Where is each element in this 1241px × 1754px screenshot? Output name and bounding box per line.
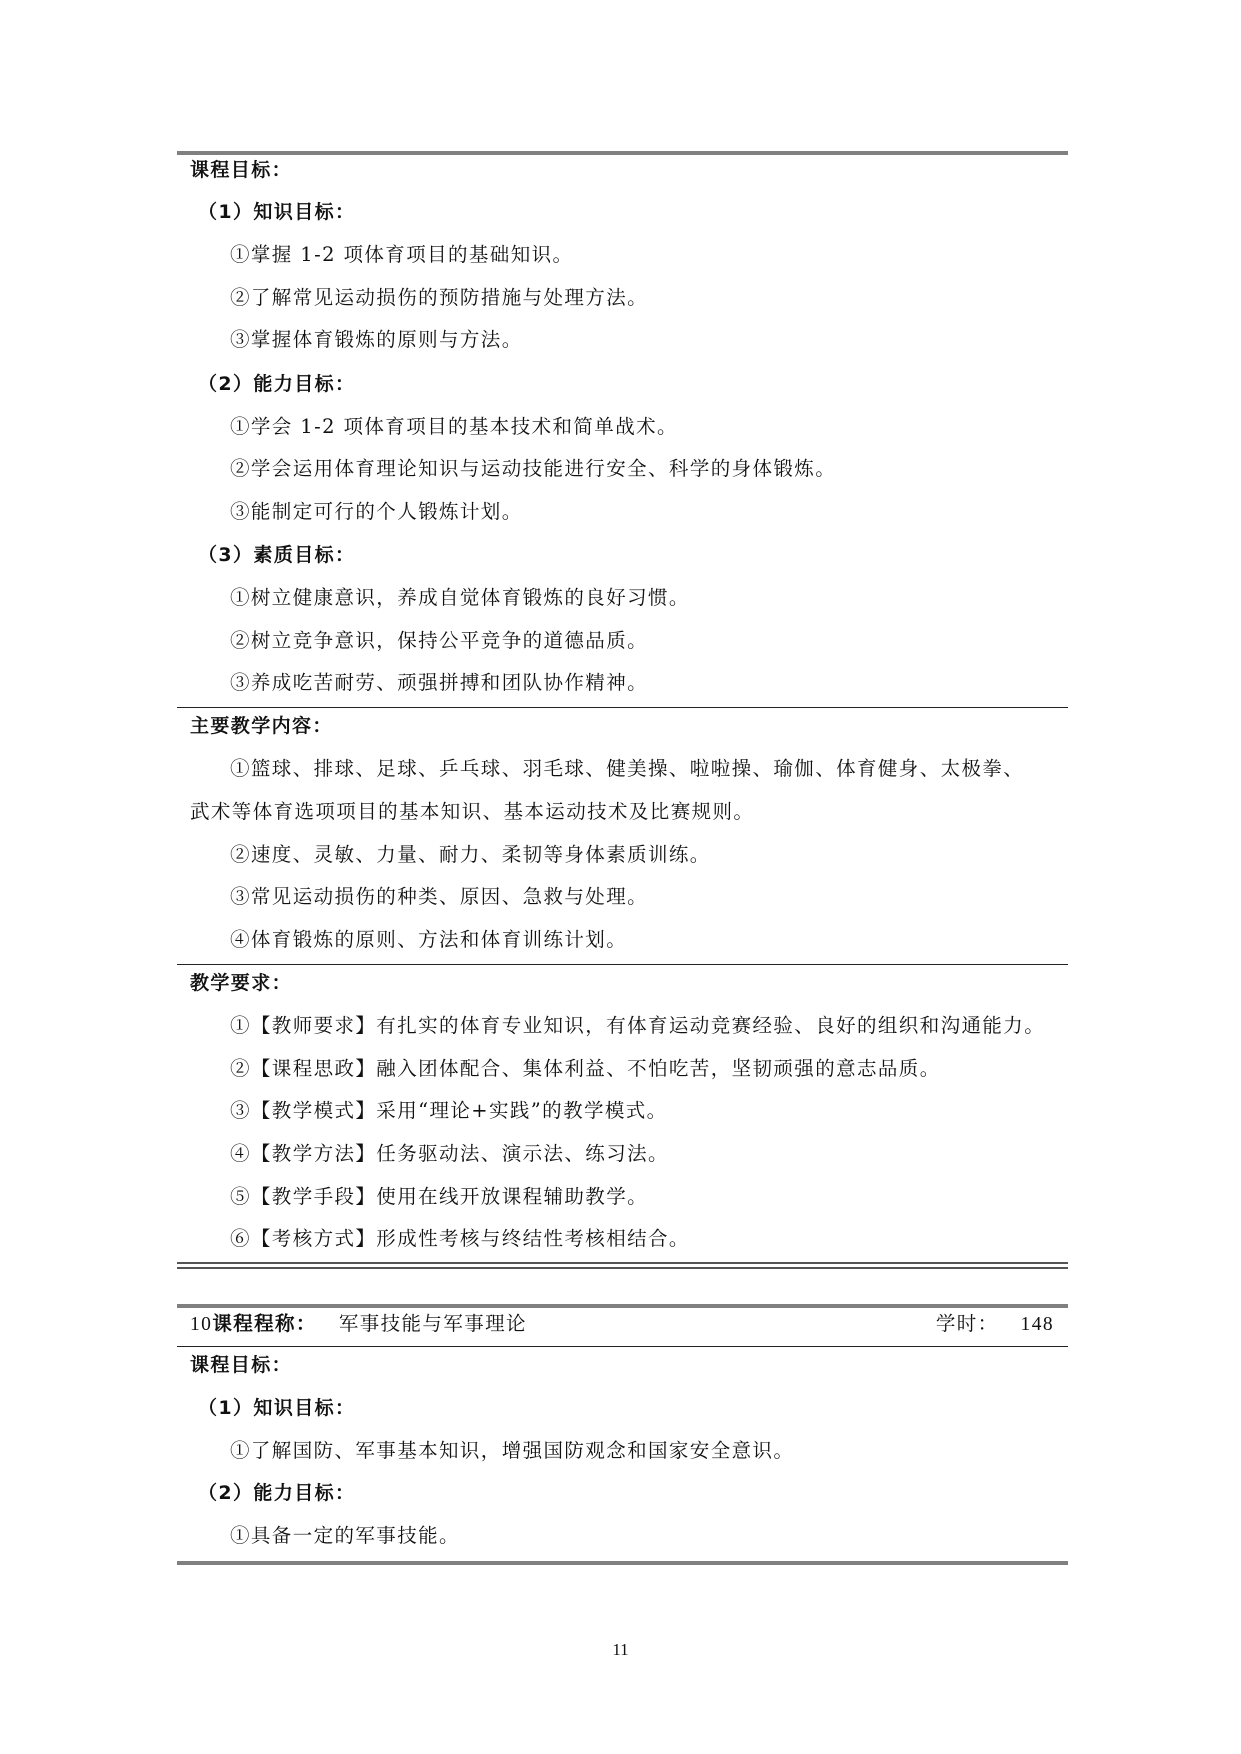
- hours-value: 148: [1020, 1314, 1054, 1335]
- course-name: 军事技能与军事理论: [338, 1312, 527, 1335]
- course-number: 10: [190, 1314, 213, 1335]
- top-rule: [177, 1304, 1068, 1308]
- requirement-item: ④【教学方法】任务驱动法、演示法、练习法。: [230, 1142, 669, 1165]
- content-item: 武术等体育选项项目的基本知识、基本运动技术及比赛规则。: [190, 800, 755, 823]
- requirements-heading: 教学要求：: [190, 972, 293, 994]
- course-title-row: [190, 1312, 527, 1337]
- page-number: 11: [612, 1640, 629, 1659]
- bottom-rule: [177, 1561, 1068, 1565]
- bottom-rule: [177, 1262, 1068, 1264]
- ability-item: ③能制定可行的个人锻炼计划。: [230, 500, 523, 523]
- requirement-item: ⑤【教学手段】使用在线开放课程辅助教学。: [230, 1185, 649, 1208]
- hours-label: 学时：: [935, 1312, 999, 1335]
- ability-item: ①学会 1-2 项体育项目的基本技术和简单战术。: [230, 415, 678, 438]
- content-item: ①篮球、排球、足球、乒乓球、羽毛球、健美操、啦啦操、瑜伽、体育健身、太极拳、: [230, 757, 1025, 780]
- content-item: ④体育锻炼的原则、方法和体育训练计划。: [230, 928, 628, 951]
- bottom-rule: [177, 1267, 1068, 1269]
- content-item: ②速度、灵敏、力量、耐力、柔韧等身体素质训练。: [230, 843, 711, 866]
- knowledge-heading: （1）知识目标：: [198, 1397, 356, 1419]
- section-divider: [177, 707, 1068, 708]
- content-item: ③常见运动损伤的种类、原因、急救与处理。: [230, 885, 649, 908]
- requirement-item: ①【教师要求】有扎实的体育专业知识，有体育运动竞赛经验、良好的组织和沟通能力。: [230, 1014, 1046, 1037]
- ability-heading: （2）能力目标：: [198, 1482, 356, 1504]
- knowledge-item: ①了解国防、军事基本知识，增强国防观念和国家安全意识。: [230, 1439, 795, 1462]
- goals-heading: 课程目标：: [190, 159, 293, 181]
- requirement-item: ③【教学模式】采用“理论+实践”的教学模式。: [230, 1099, 668, 1122]
- section-divider: [177, 1346, 1068, 1347]
- content-heading: 主要教学内容：: [190, 715, 333, 737]
- course-hours-row: [936, 1312, 1054, 1337]
- ability-item: ①具备一定的军事技能。: [230, 1524, 460, 1547]
- knowledge-item: ③掌握体育锻炼的原则与方法。: [230, 328, 523, 351]
- ability-item: ②学会运用体育理论知识与运动技能进行安全、科学的身体锻炼。: [230, 457, 837, 480]
- knowledge-item: ①掌握 1-2 项体育项目的基础知识。: [230, 243, 574, 266]
- requirement-item: ②【课程思政】融入团体配合、集体利益、不怕吃苦，坚韧顽强的意志品质。: [230, 1057, 941, 1080]
- quality-item: ③养成吃苦耐劳、顽强拼搏和团队协作精神。: [230, 671, 649, 694]
- quality-item: ②树立竞争意识，保持公平竞争的道德品质。: [230, 629, 649, 652]
- knowledge-heading: （1）知识目标：: [198, 201, 356, 223]
- section-divider: [177, 964, 1068, 965]
- quality-item: ①树立健康意识，养成自觉体育锻炼的良好习惯。: [230, 586, 690, 609]
- ability-heading: （2）能力目标：: [198, 373, 356, 395]
- requirement-item: ⑥【考核方式】形成性考核与终结性考核相结合。: [230, 1227, 690, 1250]
- knowledge-item: ②了解常见运动损伤的预防措施与处理方法。: [230, 286, 649, 309]
- goals-heading: 课程目标：: [190, 1354, 293, 1376]
- top-rule: [177, 151, 1068, 155]
- quality-heading: （3）素质目标：: [198, 544, 356, 566]
- course-name-label: 课程程称：: [212, 1312, 317, 1335]
